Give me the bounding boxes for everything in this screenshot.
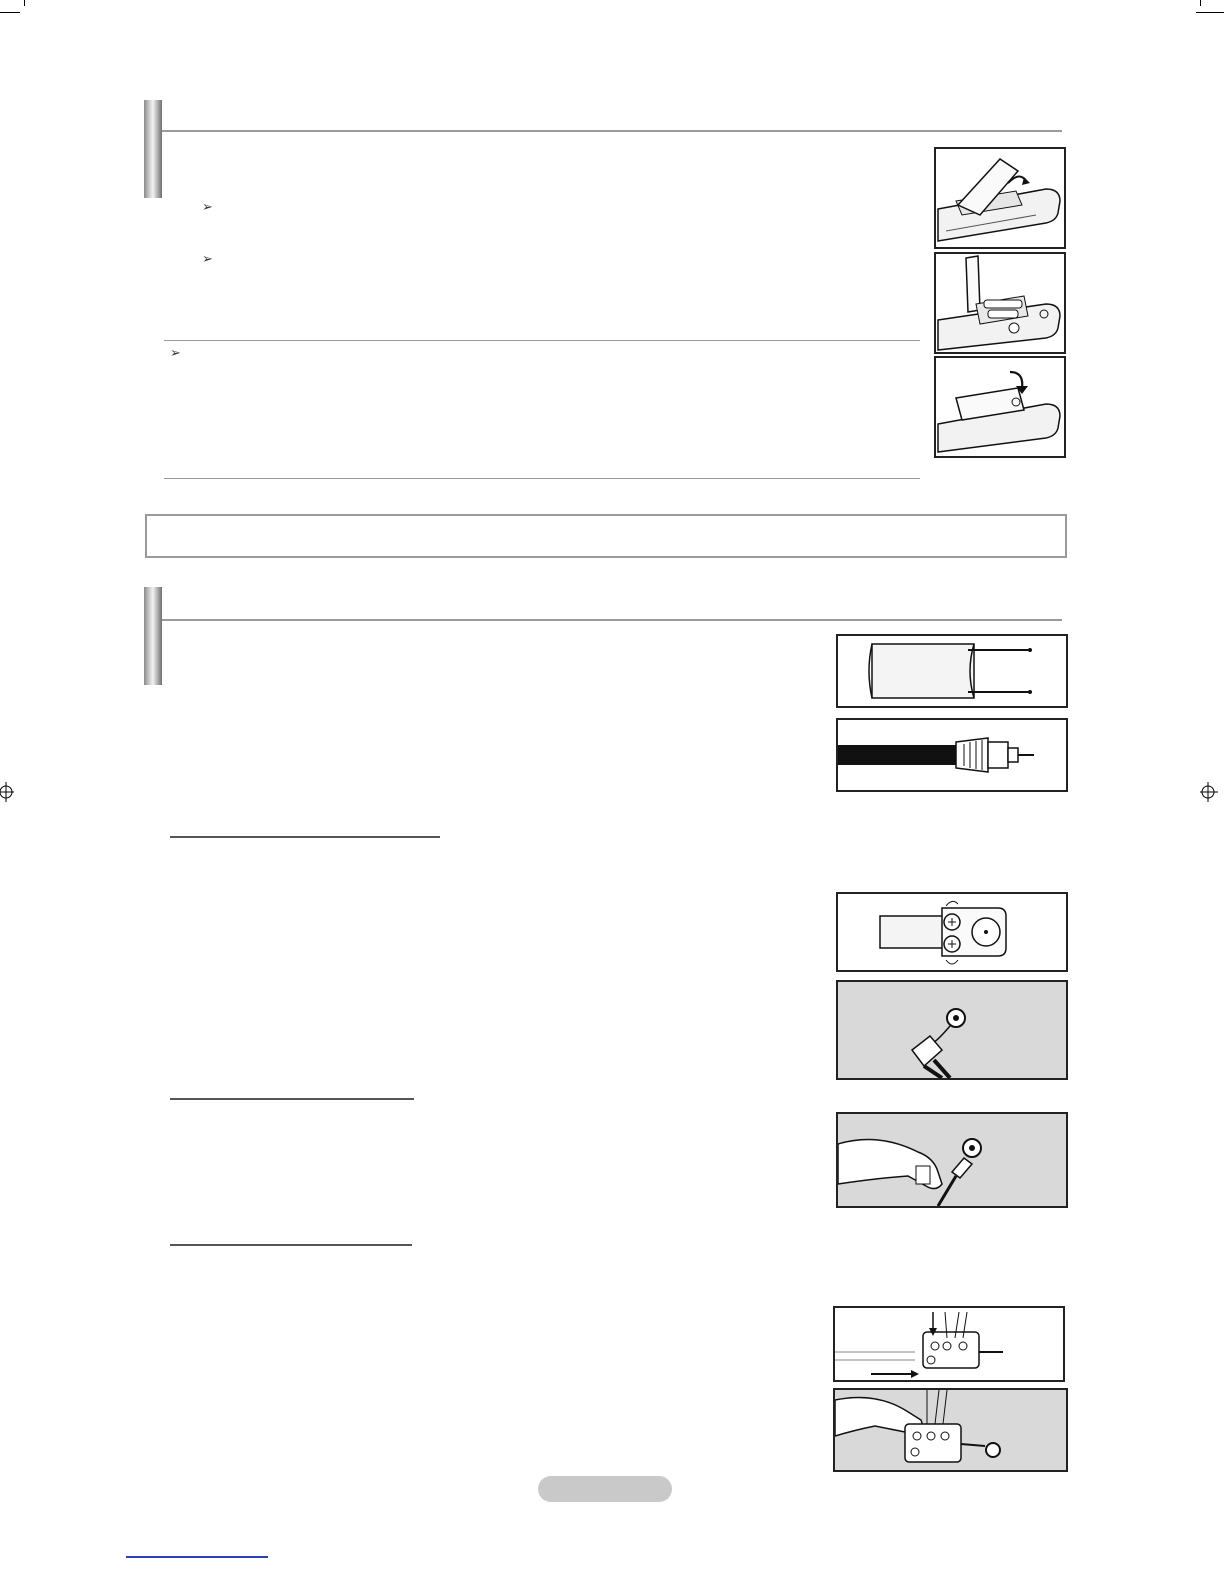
section-2-marker-bar (144, 587, 162, 685)
remote-cover-close-icon (936, 358, 1064, 456)
footer-link-underline[interactable] (126, 1556, 268, 1558)
remote-cover-open-figure (934, 147, 1066, 249)
note-arrow-3-icon: ➢ (170, 345, 181, 360)
twin-lead-icon (838, 636, 1066, 706)
subheading-underline-3 (170, 1244, 412, 1246)
remote-cover-close-figure (934, 356, 1066, 458)
combiner-hand-figure (833, 1388, 1068, 1472)
adapter-screws-figure (836, 892, 1068, 972)
registration-mark-right-icon (1196, 780, 1220, 804)
subheading-underline-2 (170, 1098, 414, 1100)
crop-mark-top-left-v (24, 0, 25, 6)
remote-batteries-icon (936, 254, 1064, 352)
registration-mark-left-icon (0, 780, 16, 804)
adapter-plug-icon (838, 982, 1066, 1078)
subheading-underline-1 (170, 836, 440, 838)
combiner-icon (835, 1308, 1063, 1380)
combiner-figure (833, 1306, 1065, 1382)
hand-plug-figure (836, 1112, 1068, 1208)
page-number-pill (538, 1476, 672, 1502)
section-2-heading-rule (162, 619, 1062, 621)
crop-mark-top-right-v (1200, 0, 1201, 6)
coax-cable-figure (836, 718, 1068, 792)
section-1-marker-bar (144, 100, 162, 198)
note-box-bottom-rule (164, 478, 920, 479)
crop-mark-top-right-h (1196, 12, 1224, 13)
section-1-heading-rule (162, 130, 1062, 132)
remote-batteries-figure (934, 252, 1066, 354)
coax-icon (838, 720, 1066, 790)
remote-cover-open-icon (936, 149, 1064, 247)
crop-mark-top-left-h (0, 12, 20, 13)
note-box-top-rule (164, 340, 920, 341)
adapter-screws-icon (838, 894, 1066, 970)
note-banner-box (145, 514, 1067, 558)
note-arrow-2-icon: ➢ (202, 251, 213, 266)
combiner-hand-icon (835, 1390, 1066, 1470)
note-arrow-1-icon: ➢ (202, 199, 213, 214)
hand-plug-icon (838, 1114, 1066, 1206)
adapter-plug-figure (836, 980, 1068, 1080)
twin-lead-figure (836, 634, 1068, 708)
